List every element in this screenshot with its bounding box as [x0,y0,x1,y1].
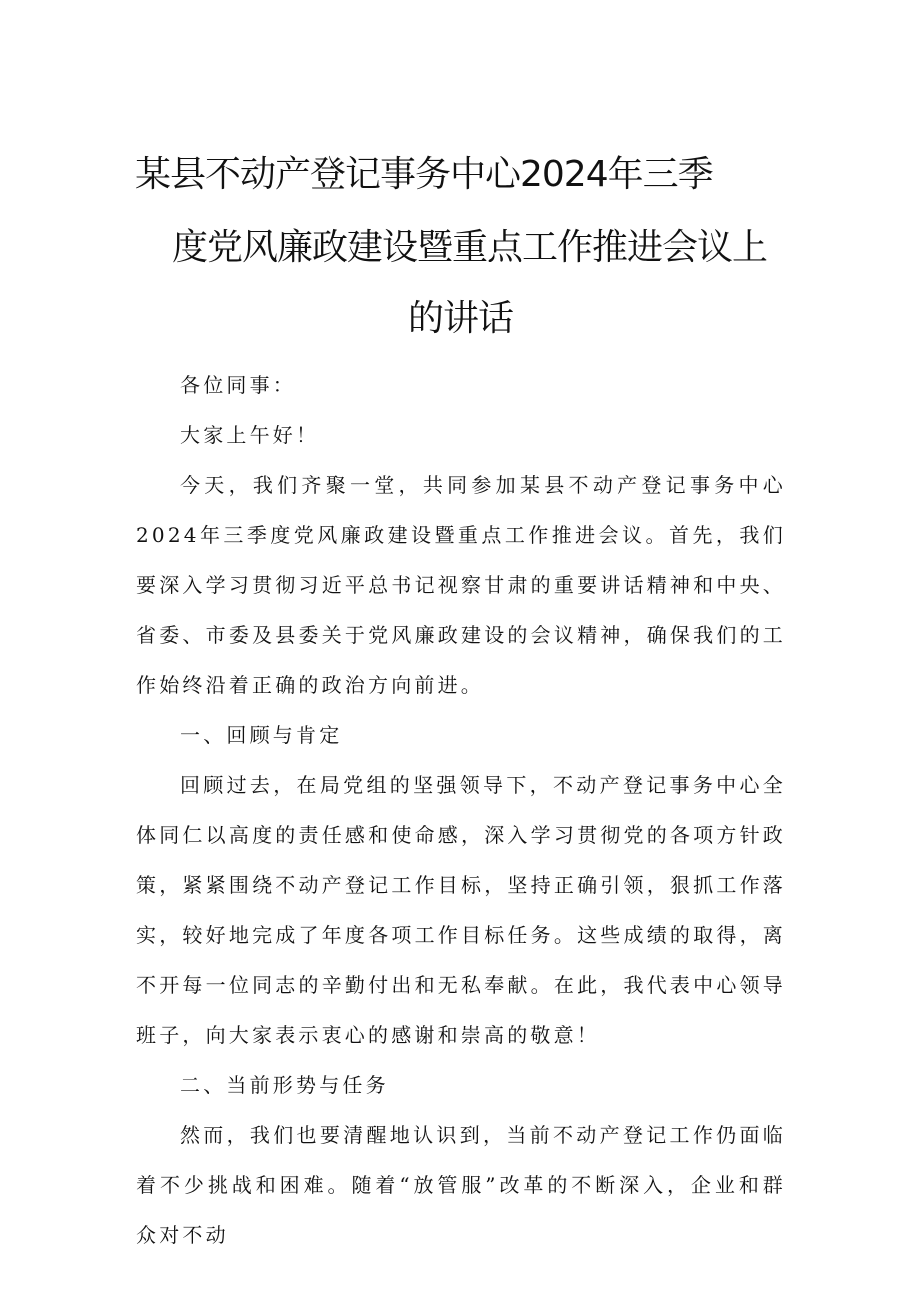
section-heading-2: 二、当前形势与任务 [180,1073,389,1097]
paragraph-intro: 今天，我们齐聚一堂，共同参加某县不动产登记事务中心2024年三季度党风廉政建设暨重点工作推进会议。首先，我们要深入学习贯彻习近平总书记视察甘肃的重要讲话精神和中央、省委、市委及县委关于党风廉政建设的会议精神，确保我们的工作始终沿着正确的政治方向前进。 [136,473,786,697]
document-title-line-2: 度党风廉政建设暨重点工作推进会议上 [172,227,768,268]
document-title-line-3: 的讲话 [408,298,514,339]
document-title-line-1: 某县不动产登记事务中心2024年三季 [135,154,713,195]
salutation: 各位同事： [180,373,296,397]
greeting: 大家上午好！ [180,423,320,447]
section-heading-1: 一、回顾与肯定 [180,723,343,747]
document-body [136,360,786,1260]
paragraph-situation: 然而，我们也要清醒地认识到，当前不动产登记工作仍面临着不少挑战和困难。随着“放管服”改革的不断深入，企业和群众对不动 [136,1123,786,1247]
paragraph-review: 回顾过去，在局党组的坚强领导下，不动产登记事务中心全体同仁以高度的责任感和使命感，深入学习贯彻党的各项方针政策，紧紧围绕不动产登记工作目标，坚持正确引领，狠抓工作落实，较好地完成了年度各项工作目标任务。这些成绩的取得，离不开每一位同志的辛勤付出和无私奉献。在此，我代表中心领导班子，向大家表示衷心的感谢和崇高的敬意！ [136,773,786,1047]
